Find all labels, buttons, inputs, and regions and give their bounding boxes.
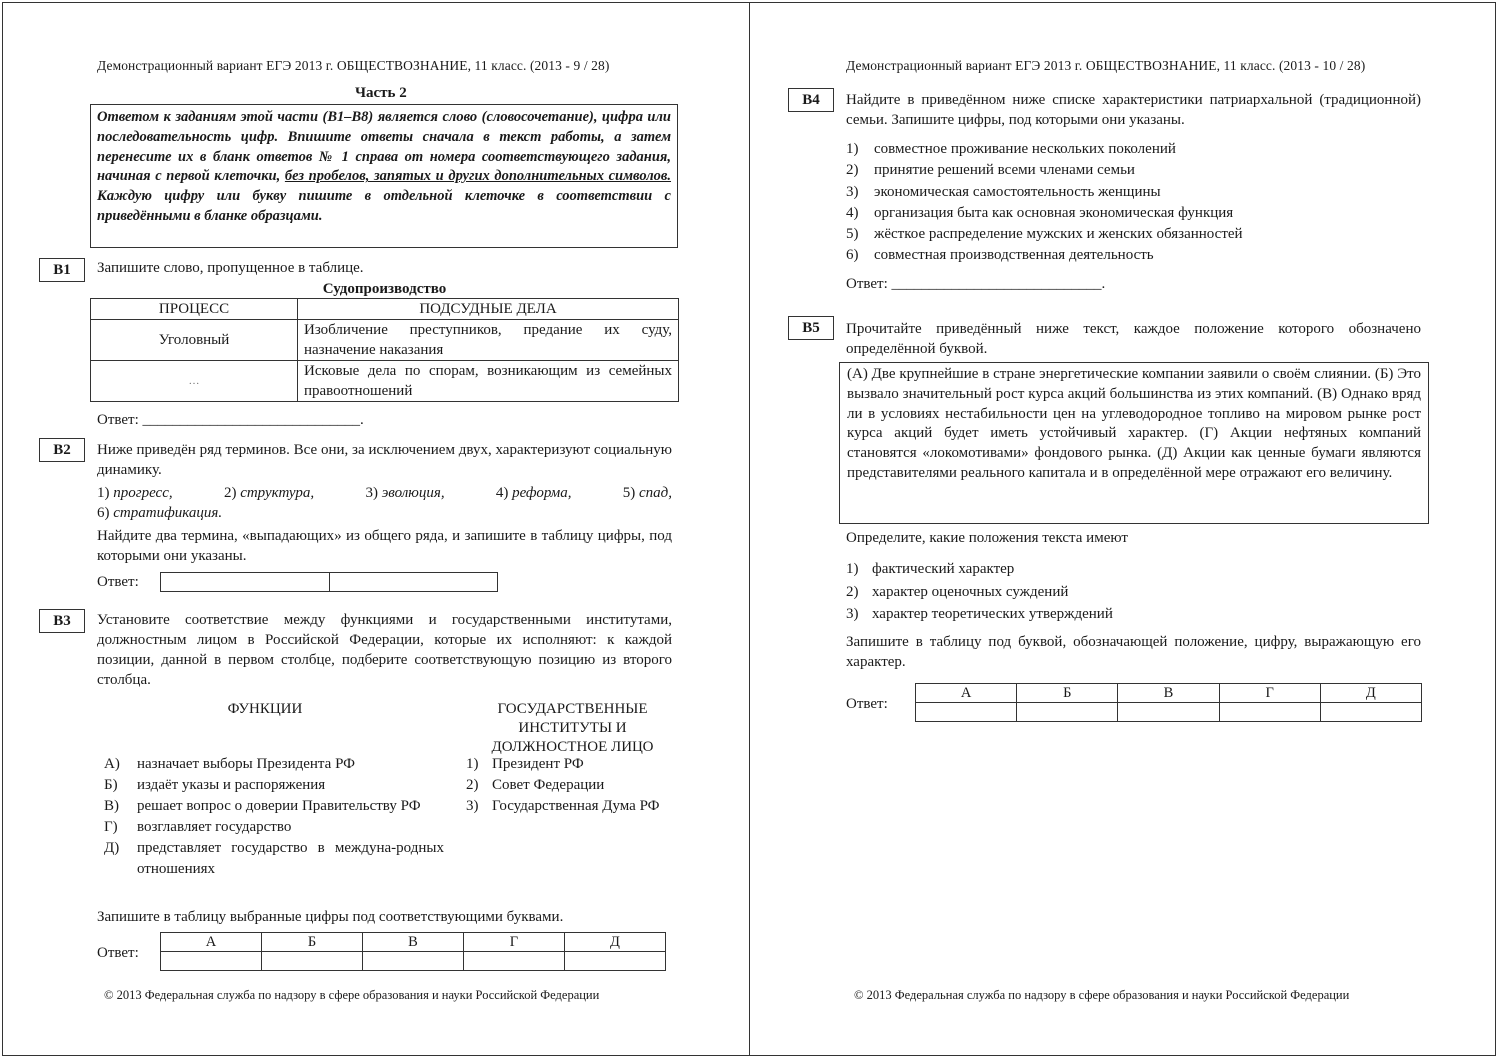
answer-cell[interactable]: [329, 573, 498, 592]
question-label-b5: B5: [788, 316, 834, 340]
list-item: 2) характер оценочных суждений: [846, 583, 1069, 600]
grid-letter: Г: [1219, 684, 1320, 703]
answer-cell[interactable]: [1320, 703, 1421, 722]
b5-question: Определите, какие положения текста имеют: [846, 530, 1128, 546]
b4-text: Найдите в приведённом ниже списке характеристики патриархальной (традиционной) семьи. Запишите цифры, под которыми они указаны.: [846, 92, 1421, 128]
b3-functions-list: [104, 754, 444, 879]
page-footer: © 2013 Федеральная служба по надзору в сфере образования и науки Российской Федерации: [854, 988, 1350, 1002]
grid-letter: Д: [1320, 684, 1421, 703]
col-header-cases: ПОДСУДНЫЕ ДЕЛА: [298, 299, 679, 320]
b5-task: Запишите в таблицу под буквой, обозначающей положение, цифру, выражающую его характер.: [846, 634, 1421, 670]
list-item: 4) организация быта как основная экономическая функция: [846, 204, 1234, 221]
list-item: Г) возглавляет государство: [104, 819, 292, 835]
answer-cell[interactable]: [565, 952, 666, 971]
list-item: 5) жёсткое распределение мужских и женских обязанностей: [846, 226, 1243, 243]
answer-cell[interactable]: [363, 952, 464, 971]
answer-cell[interactable]: [1219, 703, 1320, 722]
list-item: 3) характер теоретических утверждений: [846, 606, 1113, 622]
answer-cell[interactable]: [1017, 703, 1118, 722]
b2-answer-label: Ответ:: [97, 574, 139, 590]
b5-answer-grid: [915, 683, 1422, 722]
list-item: 3) Государственная Дума РФ: [466, 798, 660, 814]
court-table: [90, 298, 679, 402]
table-cell-process: Уголовный: [91, 320, 298, 361]
b2-terms-row2: [97, 503, 222, 523]
b4-answer-line[interactable]: Ответ: ____________________________.: [846, 276, 1106, 292]
list-item: Д) представляет государство в междуна-родных отношениях: [104, 840, 444, 877]
list-item: 1) Президент РФ: [466, 756, 584, 772]
b3-col1-head: ФУНКЦИИ: [227, 701, 303, 717]
b1-table-title: Судопроизводство: [322, 281, 447, 297]
b2-task: Найдите два термина, «выпадающих» из общего ряда, и запишите в таблицу цифры, под которыми они указаны.: [97, 528, 672, 564]
instructions-box: [90, 104, 678, 248]
answer-cell[interactable]: [262, 952, 363, 971]
list-item: 2) Совет Федерации: [466, 777, 605, 793]
page-footer: © 2013 Федеральная служба по надзору в сфере образования и науки Российской Федерации: [104, 988, 600, 1002]
right-page: [750, 0, 1500, 1060]
grid-letter: В: [363, 933, 464, 952]
answer-cell[interactable]: [161, 952, 262, 971]
grid-letter: Б: [1017, 684, 1118, 703]
grid-letter: А: [161, 933, 262, 952]
page-header: Демонстрационный вариант ЕГЭ 2013 г. ОБЩЕСТВОЗНАНИЕ, 11 класс. (2013 - 10 / 28): [846, 58, 1366, 73]
b4-items-list: [846, 139, 1243, 267]
grid-letter: Д: [565, 933, 666, 952]
instructions-underlined: без пробелов, запятых и других дополнительных символов.: [284, 168, 672, 185]
list-item: 3) экономическая самостоятельность женщины: [846, 183, 1161, 200]
question-label-b2: B2: [39, 438, 85, 462]
b1-text: Запишите слово, пропущенное в таблице.: [97, 260, 364, 276]
b2-text: Ниже приведён ряд терминов. Все они, за исключением двух, характеризуют социальную динамику.: [97, 442, 672, 478]
b5-passage-box: (А) Две крупнейшие в стране энергетические компании заявили о своём слиянии. (Б) Это вызвало значительный рост курса акций большинства из этих компаний. (В) Однако вряд ли в условиях нестабильности цен на углеводородное топливо на мировом рынке рост курса акций будет иметь устойчивый характер. (Г) Акции нефтяных компаний становятся «локомотивами» фондового рынка. (Д) Акции как ценные бумаги являются представителями реального капитала и в определённой мере отражают его величину.: [839, 362, 1429, 524]
list-item: 1) фактический характер: [846, 561, 1015, 577]
part-title: Часть 2: [355, 85, 407, 101]
table-cell-cases: Исковые дела по спорам, возникающим из семейных правоотношений: [298, 361, 679, 402]
b5-answer-label: Ответ:: [846, 696, 888, 712]
b3-task: Запишите в таблицу выбранные цифры под соответствующими буквами.: [97, 909, 564, 925]
question-label-b3: B3: [39, 609, 85, 633]
b2-answer-grid: [160, 572, 498, 592]
instructions-text-end: Каждую цифру или букву пишите в отдельной клеточке в соответствии с приведёнными в бланке образцами.: [97, 188, 671, 224]
question-label-b4: B4: [788, 88, 834, 112]
answer-cell[interactable]: [161, 573, 330, 592]
grid-letter: А: [916, 684, 1017, 703]
b3-answer-label: Ответ:: [97, 945, 139, 961]
col-header-process: ПРОЦЕСС: [91, 299, 298, 320]
b3-col2-head: ГОСУДАРСТВЕННЫЕ ИНСТИТУТЫ И ДОЛЖНОСТНОЕ ЛИЦО: [491, 701, 654, 755]
list-item: А) назначает выборы Президента РФ: [104, 756, 356, 772]
answer-cell[interactable]: [464, 952, 565, 971]
grid-letter: Б: [262, 933, 363, 952]
list-item: Б) издаёт указы и распоряжения: [104, 777, 326, 793]
b3-text: Установите соответствие между функциями и государственными институтами, должностным лицом в Российской Федерации, которые их исполняют: к каждой позиции, данной в первом столбце, подберите соответствующую позицию из второго столбца.: [97, 612, 672, 688]
answer-cell[interactable]: [1118, 703, 1219, 722]
question-label-b1: B1: [39, 258, 85, 282]
list-item: 1) совместное проживание нескольких поколений: [846, 141, 1176, 157]
b1-answer-line[interactable]: Ответ: _____________________________.: [97, 412, 364, 428]
list-item: 6) совместная производственная деятельность: [846, 247, 1154, 264]
grid-letter: Г: [464, 933, 565, 952]
b3-institutions-list: [466, 754, 706, 817]
grid-letter: В: [1118, 684, 1219, 703]
b3-answer-grid: [160, 932, 666, 971]
b2-terms-row1: [97, 483, 672, 503]
term-item: 5) спад,: [622, 485, 672, 501]
table-cell-missing-process: …: [91, 361, 298, 402]
term-item: 3) эволюция,: [365, 485, 445, 501]
term-item: 4) реформа,: [495, 485, 572, 501]
b5-text: Прочитайте приведённый ниже текст, каждое положение которого обозначено определённой буквой.: [846, 321, 1421, 357]
term-item: 2) структура,: [223, 485, 315, 501]
instructions-text: Ответом к заданиям этой части (В1–В8) является слово (словосочетание), цифра или последовательность цифр. Впишите ответы сначала в текст работы, а затем перенесите их в бланк ответов № 1 справа от номера соответствующего задания, начиная с первой клеточки,: [97, 109, 671, 185]
table-cell-cases: Изобличение преступников, предание их суду, назначение наказания: [298, 320, 679, 361]
list-item: В) решает вопрос о доверии Правительству РФ: [104, 798, 421, 814]
term-item: 6) стратификация.: [97, 505, 223, 521]
list-item: 2) принятие решений всеми членами семьи: [846, 162, 1135, 179]
page-header: Демонстрационный вариант ЕГЭ 2013 г. ОБЩЕСТВОЗНАНИЕ, 11 класс. (2013 - 9 / 28): [97, 58, 610, 73]
term-item: 1) прогресс,: [97, 485, 173, 501]
answer-cell[interactable]: [916, 703, 1017, 722]
